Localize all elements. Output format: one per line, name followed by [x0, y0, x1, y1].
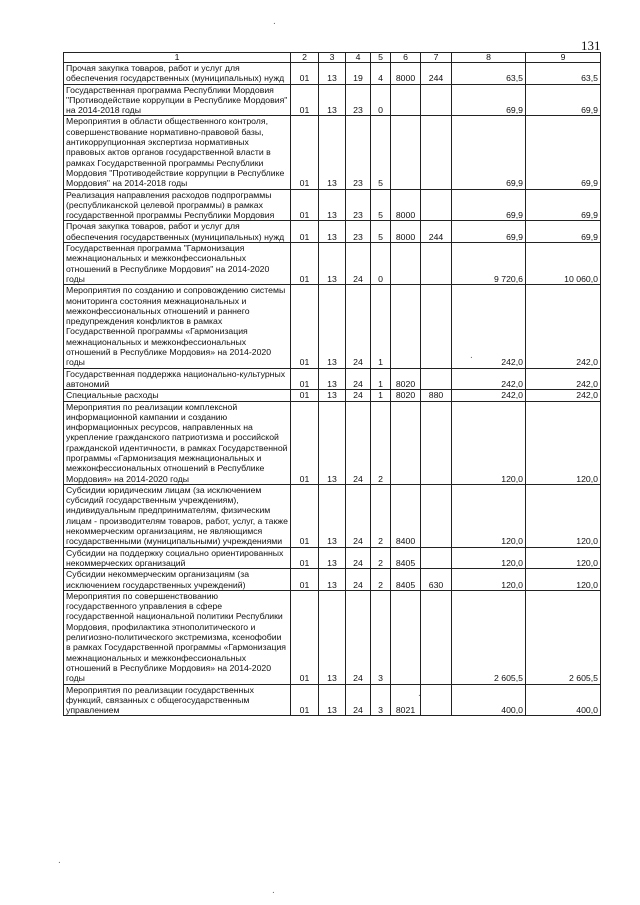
expense-name-cell: Мероприятия по реализации государственных функций, связанных с общегосударственным управлением: [64, 684, 291, 716]
subsection-cell: 13: [319, 221, 346, 243]
subprogram-cell: 2: [371, 569, 391, 591]
section-cell: 01: [291, 243, 319, 285]
column-header-9: 9: [526, 53, 601, 63]
expense-type-cell: [421, 484, 452, 547]
column-header-1: 1: [64, 53, 291, 63]
direction-cell: 8400: [391, 484, 421, 547]
subprogram-cell: 0: [371, 84, 391, 116]
table-row: [64, 590, 601, 684]
expense-type-cell: [421, 401, 452, 484]
direction-cell: [391, 84, 421, 116]
section-cell: 01: [291, 390, 319, 401]
column-header-3: 3: [319, 53, 346, 63]
section-cell: 01: [291, 401, 319, 484]
section-cell: 01: [291, 84, 319, 116]
amount-2016-cell: 242,0: [526, 390, 601, 401]
program-cell: 24: [346, 285, 371, 368]
subsection-cell: 13: [319, 590, 346, 684]
amount-2015-cell: 69,9: [452, 84, 526, 116]
section-cell: 01: [291, 116, 319, 189]
amount-2015-cell: 9 720,6: [452, 243, 526, 285]
table-row: [64, 569, 601, 591]
amount-2015-cell: 120,0: [452, 484, 526, 547]
subsection-cell: 13: [319, 390, 346, 401]
table-row: [64, 243, 601, 285]
expense-name-cell: Мероприятия по созданию и сопровождению системы мониторинга состояния межнациональных и межконфессиональных отношений и раннего предупреждения конфликтов в рамках Государственной программы «Гармонизация межнациональных и межконфессиональных отношений в Республике Мордовия» на 2014-2020 годы: [64, 285, 291, 368]
table-row: [64, 221, 601, 243]
expense-type-cell: [421, 368, 452, 390]
direction-cell: 8020: [391, 368, 421, 390]
section-cell: 01: [291, 547, 319, 569]
subprogram-cell: 5: [371, 221, 391, 243]
table-row: [64, 390, 601, 401]
section-cell: 01: [291, 221, 319, 243]
direction-cell: 8405: [391, 569, 421, 591]
subprogram-cell: 5: [371, 189, 391, 221]
expense-type-cell: 244: [421, 221, 452, 243]
scan-speck: .: [58, 855, 61, 866]
expense-type-cell: [421, 684, 452, 716]
expense-name-cell: Мероприятия по совершенствованию государственного управления в сфере государственной национальной политики Республики Мордовия, профилактика этнополитического и религиозно-политического экстремизма, ксенофобии в рамках Государственной программы «Гармонизация межнациональных и межконфессиональных отношений в Республике Мордовия» на 2014-2020 годы: [64, 590, 291, 684]
expense-type-cell: [421, 547, 452, 569]
amount-2015-cell: 400,0: [452, 684, 526, 716]
column-header-7: 7: [421, 53, 452, 63]
table-row: [64, 547, 601, 569]
subsection-cell: 13: [319, 547, 346, 569]
amount-2015-cell: 242,0: [452, 285, 526, 368]
program-cell: 23: [346, 221, 371, 243]
expense-name-cell: Прочая закупка товаров, работ и услуг для обеспечения государственных (муниципальных) нужд: [64, 221, 291, 243]
amount-2016-cell: 69,9: [526, 84, 601, 116]
expense-type-cell: [421, 590, 452, 684]
amount-2015-cell: 120,0: [452, 547, 526, 569]
expense-name-cell: Специальные расходы: [64, 390, 291, 401]
subsection-cell: 13: [319, 189, 346, 221]
amount-2016-cell: 69,9: [526, 221, 601, 243]
subsection-cell: 13: [319, 569, 346, 591]
amount-2015-cell: 120,0: [452, 401, 526, 484]
amount-2016-cell: 242,0: [526, 285, 601, 368]
expense-type-cell: 880: [421, 390, 452, 401]
amount-2016-cell: 120,0: [526, 401, 601, 484]
subprogram-cell: 2: [371, 401, 391, 484]
subprogram-cell: 2: [371, 484, 391, 547]
scan-speck: .: [470, 350, 473, 361]
subprogram-cell: 1: [371, 390, 391, 401]
budget-table: [63, 52, 601, 716]
direction-cell: 8405: [391, 547, 421, 569]
table-row: [64, 116, 601, 189]
program-cell: 24: [346, 684, 371, 716]
expense-name-cell: Реализация направления расходов подпрограммы (республиканской целевой программы) в рамках государственной программы Республики Мордовия: [64, 189, 291, 221]
subprogram-cell: 2: [371, 547, 391, 569]
subprogram-cell: 0: [371, 243, 391, 285]
section-cell: 01: [291, 63, 319, 85]
expense-type-cell: 244: [421, 63, 452, 85]
section-cell: 01: [291, 484, 319, 547]
direction-cell: [391, 285, 421, 368]
amount-2016-cell: 242,0: [526, 368, 601, 390]
direction-cell: [391, 243, 421, 285]
expense-name-cell: Прочая закупка товаров, работ и услуг для обеспечения государственных (муниципальных) нужд: [64, 63, 291, 85]
table-row: [64, 63, 601, 85]
section-cell: 01: [291, 368, 319, 390]
program-cell: 24: [346, 484, 371, 547]
subsection-cell: 13: [319, 484, 346, 547]
section-cell: 01: [291, 590, 319, 684]
table-row: [64, 684, 601, 716]
amount-2016-cell: 120,0: [526, 569, 601, 591]
column-header-5: 5: [371, 53, 391, 63]
subprogram-cell: 3: [371, 590, 391, 684]
expense-type-cell: [421, 243, 452, 285]
amount-2015-cell: 242,0: [452, 368, 526, 390]
section-cell: 01: [291, 285, 319, 368]
expense-name-cell: Государственная программа "Гармонизация межнациональных и межконфессиональных отношений в Республике Мордовия" на 2014-2020 годы: [64, 243, 291, 285]
table-row: [64, 189, 601, 221]
header-row: [64, 53, 601, 63]
subprogram-cell: 4: [371, 63, 391, 85]
subprogram-cell: 3: [371, 684, 391, 716]
section-cell: 01: [291, 684, 319, 716]
subprogram-cell: 5: [371, 116, 391, 189]
table-body: [64, 63, 601, 716]
expense-name-cell: Мероприятия в области общественного контроля, совершенствование нормативно-правовой базы, антикоррупционная экспертиза нормативных правовых актов органов государственной власти в рамках Государственной программы Республики Мордовия "Противодействие коррупции в Республике Мордовия" на 2014-2018 годы: [64, 116, 291, 189]
expense-name-cell: Мероприятия по реализации комплексной информационной кампании и созданию информационных ресурсов, направленных на укрепление гражданского патриотизма и российской гражданской идентичности, в рамках Государственной программы «Гармонизация межнациональных и межконфессиональных отношений в Республике Мордовия» на 2014-2020 годы: [64, 401, 291, 484]
amount-2015-cell: 69,9: [452, 221, 526, 243]
subsection-cell: 13: [319, 285, 346, 368]
amount-2015-cell: 69,9: [452, 116, 526, 189]
expense-name-cell: Субсидии некоммерческим организациям (за исключением государственных учреждений): [64, 569, 291, 591]
amount-2016-cell: 120,0: [526, 484, 601, 547]
expense-type-cell: 630: [421, 569, 452, 591]
column-header-4: 4: [346, 53, 371, 63]
program-cell: 24: [346, 368, 371, 390]
direction-cell: 8021: [391, 684, 421, 716]
subsection-cell: 13: [319, 368, 346, 390]
amount-2016-cell: 10 060,0: [526, 243, 601, 285]
direction-cell: [391, 590, 421, 684]
subsection-cell: 13: [319, 684, 346, 716]
amount-2016-cell: 69,9: [526, 189, 601, 221]
amount-2016-cell: 63,5: [526, 63, 601, 85]
table-row: [64, 84, 601, 116]
amount-2016-cell: 400,0: [526, 684, 601, 716]
subsection-cell: 13: [319, 116, 346, 189]
amount-2015-cell: 242,0: [452, 390, 526, 401]
amount-2015-cell: 2 605,5: [452, 590, 526, 684]
scan-speck: .: [272, 885, 275, 896]
scan-speck: .: [273, 16, 276, 27]
subsection-cell: 13: [319, 401, 346, 484]
program-cell: 24: [346, 547, 371, 569]
expense-type-cell: [421, 189, 452, 221]
expense-name-cell: Государственная поддержка национально-культурных автономий: [64, 368, 291, 390]
table-row: [64, 484, 601, 547]
column-header-6: 6: [391, 53, 421, 63]
expense-name-cell: Субсидии юридическим лицам (за исключением субсидий государственным учреждениям), индивидуальным предпринимателям, физическим лицам - производителям товаров, работ, услуг, а также некоммерческим организациям, не являющимся государственными (муниципальными) учреждениями: [64, 484, 291, 547]
table-row: [64, 401, 601, 484]
amount-2016-cell: 120,0: [526, 547, 601, 569]
direction-cell: [391, 116, 421, 189]
subsection-cell: 13: [319, 84, 346, 116]
program-cell: 24: [346, 569, 371, 591]
program-cell: 23: [346, 84, 371, 116]
program-cell: 19: [346, 63, 371, 85]
page-number: 131: [581, 38, 601, 53]
direction-cell: [391, 401, 421, 484]
expense-type-cell: [421, 285, 452, 368]
program-cell: 24: [346, 401, 371, 484]
amount-2016-cell: 69,9: [526, 116, 601, 189]
subsection-cell: 13: [319, 243, 346, 285]
program-cell: 23: [346, 116, 371, 189]
amount-2015-cell: 63,5: [452, 63, 526, 85]
amount-2015-cell: 120,0: [452, 569, 526, 591]
section-cell: 01: [291, 189, 319, 221]
program-cell: 24: [346, 590, 371, 684]
section-cell: 01: [291, 569, 319, 591]
column-header-2: 2: [291, 53, 319, 63]
direction-cell: 8000: [391, 189, 421, 221]
direction-cell: 8000: [391, 221, 421, 243]
program-cell: 24: [346, 243, 371, 285]
amount-2016-cell: 2 605,5: [526, 590, 601, 684]
direction-cell: 8000: [391, 63, 421, 85]
column-header-8: 8: [452, 53, 526, 63]
subsection-cell: 13: [319, 63, 346, 85]
subprogram-cell: 1: [371, 368, 391, 390]
direction-cell: 8020: [391, 390, 421, 401]
subprogram-cell: 1: [371, 285, 391, 368]
table-row: [64, 368, 601, 390]
scan-speck: .: [418, 688, 421, 699]
program-cell: 24: [346, 390, 371, 401]
amount-2015-cell: 69,9: [452, 189, 526, 221]
expense-name-cell: Государственная программа Республики Мордовия "Противодействие коррупции в Республике Мордовия" на 2014-2018 годы: [64, 84, 291, 116]
table-row: [64, 285, 601, 368]
expense-type-cell: [421, 116, 452, 189]
expense-type-cell: [421, 84, 452, 116]
program-cell: 23: [346, 189, 371, 221]
expense-name-cell: Субсидии на поддержку социально ориентированных некоммерческих организаций: [64, 547, 291, 569]
